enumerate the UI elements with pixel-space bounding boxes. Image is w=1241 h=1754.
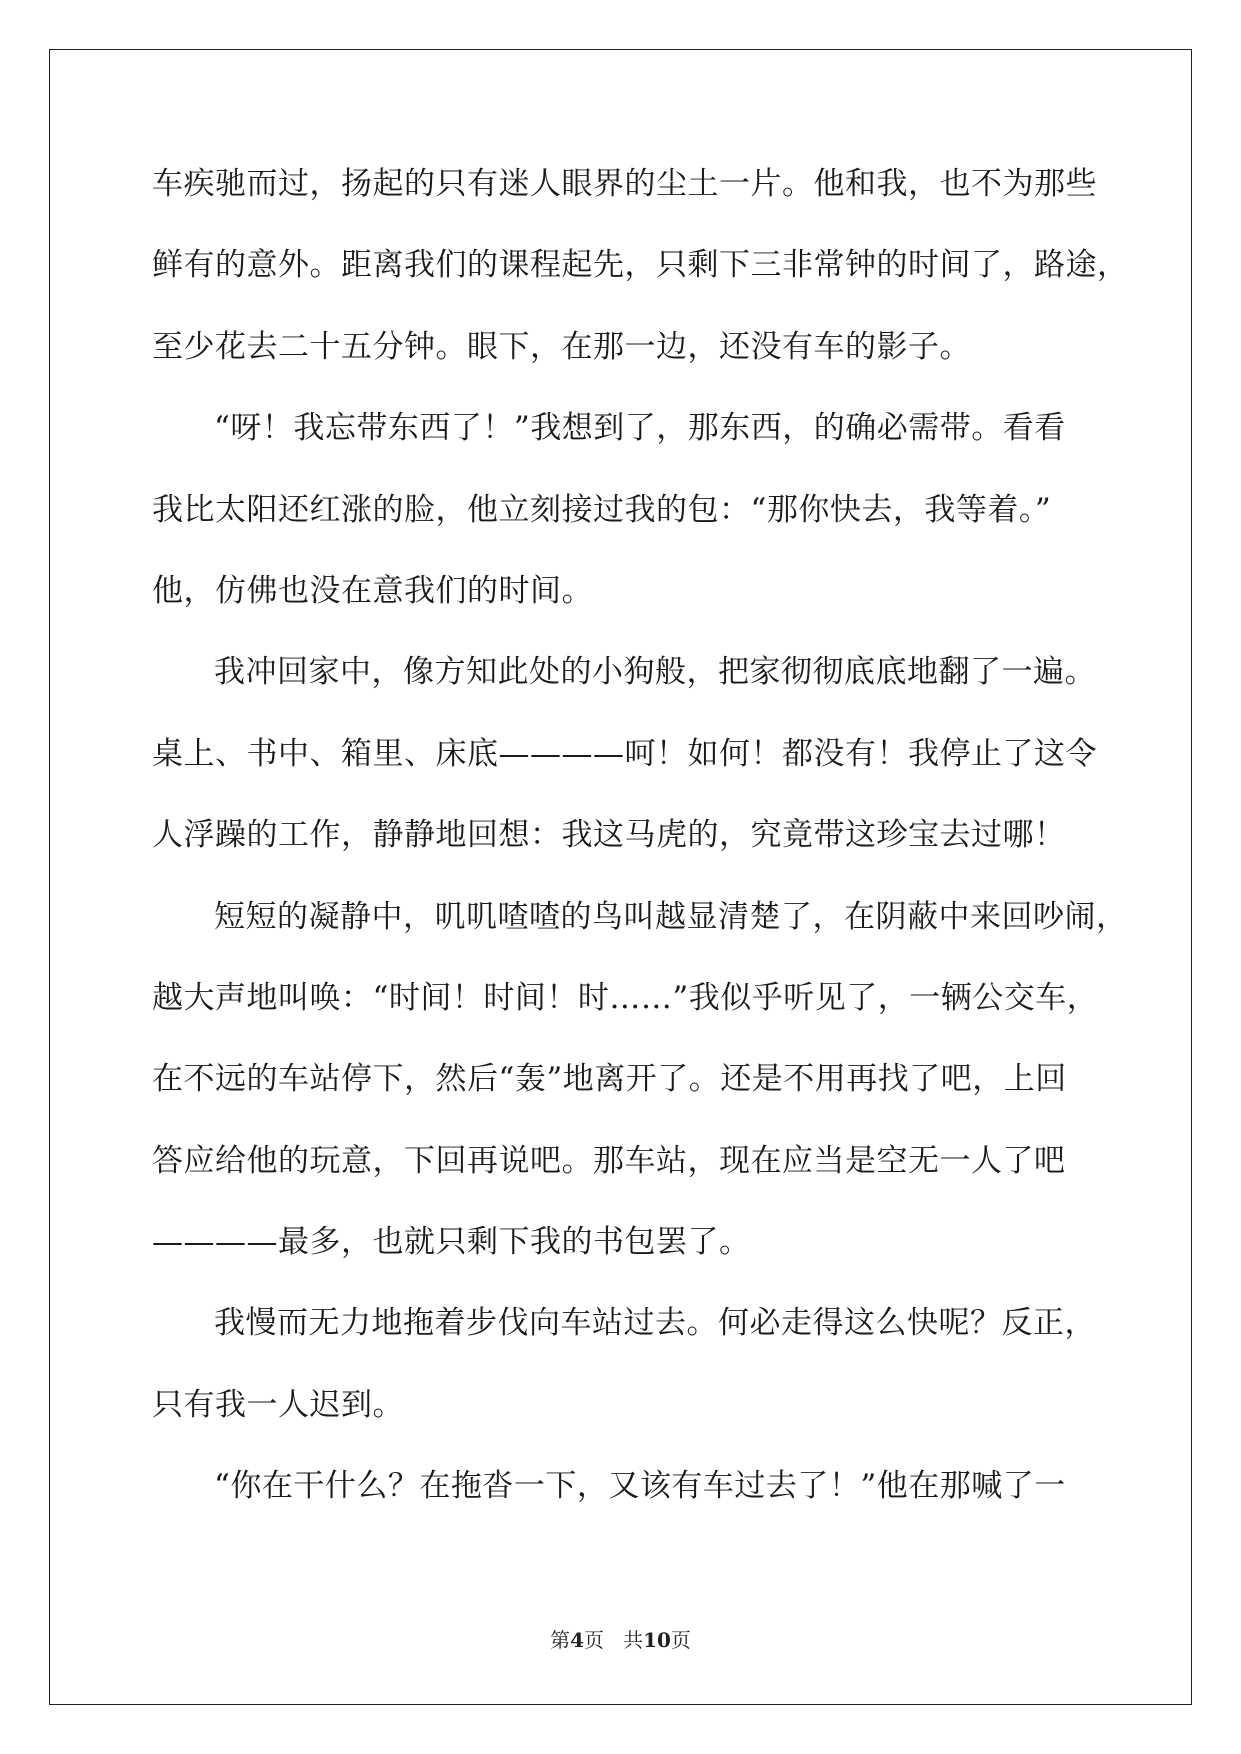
page-prefix: 第 (550, 1628, 571, 1652)
text-line: “你在干什么？在拖沓一下，又该有车过去了！”他在那喊了一 (214, 1468, 1066, 1505)
text-line: “呀！我忘带东西了！”我想到了，那东西，的确必需带。看看 (214, 410, 1066, 447)
text-line: 短短的凝静中，叽叽喳喳的鸟叫越显清楚了，在阴蔽中来回吵闹， (214, 898, 1128, 935)
page-number: 4 (570, 1628, 584, 1652)
text-line: 车疾驰而过，扬起的只有迷人眼界的尘土一片。他和我，也不为那些 (152, 166, 1097, 202)
page-suffix: 页 (584, 1628, 604, 1652)
total-prefix: 共 (623, 1628, 644, 1652)
text-line: 桌上、书中、箱里、床底————呵！如何！都没有！我停止了这令 (152, 735, 1097, 772)
paragraph (152, 1464, 1092, 1545)
text-line: 只有我一人迟到。 (152, 1386, 404, 1423)
document-body (152, 162, 1129, 1546)
text-line: 鲜有的意外。距离我们的课程起先，只剩下三非常钟的时间了，路途， (152, 247, 1129, 284)
text-line: ————最多，也就只剩下我的书包罢了。 (152, 1224, 751, 1261)
paragraph (152, 162, 1129, 406)
paragraph (152, 1301, 1096, 1464)
page-footer (0, 1624, 1241, 1653)
paragraph (152, 406, 1092, 650)
total-pages: 10 (643, 1628, 671, 1652)
text-line: 在不远的车站停下，然后“轰”地离开了。还是不用再找了吧，上回 (152, 1061, 1067, 1098)
text-line: 我比太阳还红涨的脸，他立刻接过我的包：“那你快去，我等着。” (152, 491, 1052, 528)
text-line: 我冲回家中，像方知此处的小狗般，把家彻彻底底地翻了一遍。 (214, 654, 1096, 691)
text-line: 我慢而无力地拖着步伐向车站过去。何必走得这么快呢？反正， (214, 1305, 1096, 1342)
paragraph (152, 650, 1097, 894)
text-line: 他，仿佛也没在意我们的时间。 (152, 572, 593, 609)
paragraph (152, 895, 1128, 1302)
text-line: 答应给他的玩意，下回再说吧。那车站，现在应当是空无一人了吧 (152, 1142, 1066, 1179)
text-line: 人浮躁的工作，静静地回想：我这马虎的，究竟带这珍宝去过哪！ (152, 817, 1066, 854)
total-suffix: 页 (670, 1628, 691, 1652)
text-line: 至少花去二十五分钟。眼下，在那一边，还没有车的影子。 (152, 328, 971, 365)
text-line: 越大声地叫唤：“时间！时间！时……”我似乎听见了，一辆公交车， (152, 979, 1099, 1016)
